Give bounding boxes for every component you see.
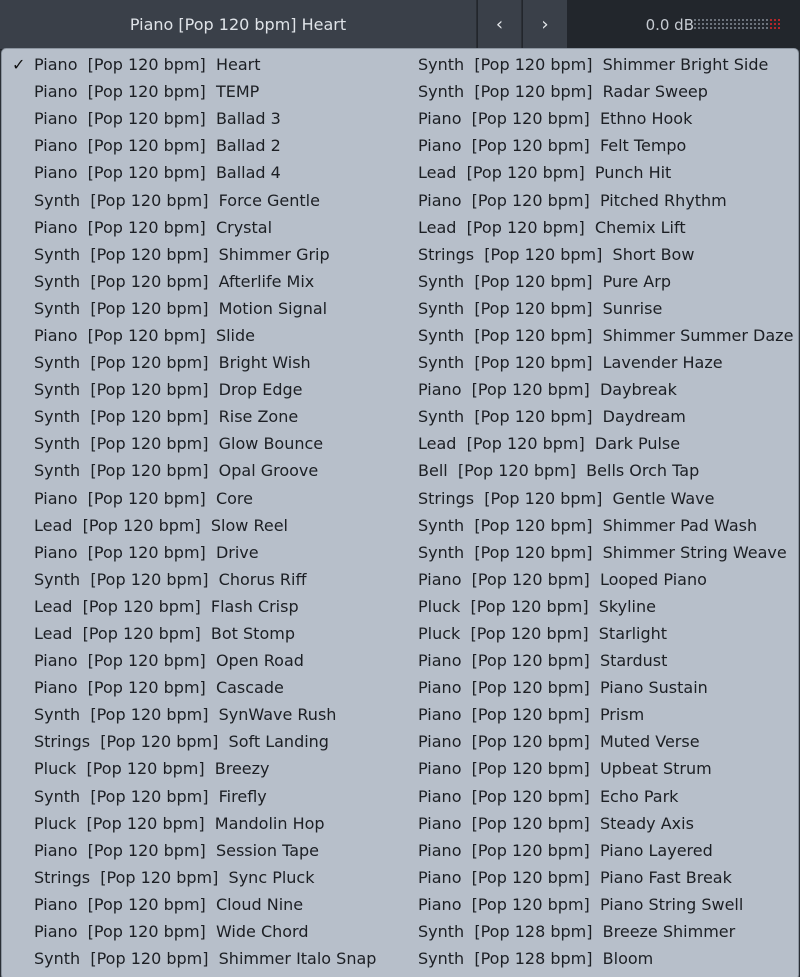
meter-segment [706, 19, 708, 21]
preset-menu-item[interactable] [418, 430, 798, 457]
preset-menu-item[interactable] [2, 430, 402, 457]
preset-menu-item[interactable] [418, 349, 798, 376]
meter-segment [750, 19, 752, 21]
preset-menu-item[interactable] [2, 512, 402, 539]
meter-segment [770, 27, 772, 29]
preset-menu-item-label: Bell [Pop 120 bpm] Bells Orch Tap [418, 461, 700, 481]
preset-menu-item-label: Piano [Pop 120 bpm] Piano Sustain [418, 678, 708, 698]
preset-menu-item[interactable] [418, 647, 798, 674]
preset-menu-item[interactable] [2, 647, 402, 674]
preset-menu-item-label: Synth [Pop 120 bpm] Shimmer Italo Snap [34, 949, 377, 969]
preset-menu-item[interactable] [418, 701, 798, 728]
meter-segment [702, 27, 704, 29]
preset-menu-item-label: Piano [Pop 120 bpm] Open Road [34, 651, 304, 671]
preset-menu-item[interactable] [418, 295, 798, 322]
preset-menu-item-label: Synth [Pop 120 bpm] Shimmer Summer Daze [418, 325, 794, 345]
preset-menu-item-label: Piano [Pop 120 bpm] Piano Layered [418, 840, 713, 860]
preset-menu-item[interactable] [418, 159, 798, 186]
preset-menu-item[interactable] [2, 945, 402, 972]
preset-toolbar [0, 0, 800, 50]
meter-segment [738, 19, 740, 21]
checkmark-icon: ✓ [12, 55, 26, 74]
preset-menu-item-label: Piano [Pop 120 bpm] Muted Verse [418, 732, 700, 752]
preset-menu-item[interactable] [2, 728, 402, 755]
gain-readout: 0.0 dB [645, 15, 694, 34]
preset-menu-item[interactable] [418, 918, 798, 945]
preset-menu-item[interactable] [2, 322, 402, 349]
preset-menu-item-label: Piano [Pop 120 bpm] Ballad 3 [34, 109, 281, 129]
preset-menu-item[interactable] [2, 593, 402, 620]
preset-menu-item-label: Synth [Pop 120 bpm] Bright Wish [34, 353, 311, 373]
meter-segment [726, 27, 728, 29]
preset-menu-item[interactable] [418, 728, 798, 755]
preset-menu-item-label: Lead [Pop 120 bpm] Bot Stomp [34, 624, 295, 644]
preset-menu-item-label: Synth [Pop 120 bpm] Chorus Riff [34, 569, 307, 589]
preset-menu-item-label: Piano [Pop 120 bpm] Felt Tempo [418, 136, 687, 156]
preset-menu-item[interactable] [2, 701, 402, 728]
current-preset-label: Piano [Pop 120 bpm] Heart [129, 15, 347, 34]
preset-menu-item[interactable] [2, 403, 402, 430]
meter-segment [774, 23, 776, 25]
meter-segment [718, 27, 720, 29]
preset-menu-item[interactable] [418, 837, 798, 864]
meter-segment [758, 19, 760, 21]
preset-menu-item-label: Synth [Pop 120 bpm] Afterlife Mix [34, 271, 315, 291]
preset-menu-item[interactable] [418, 376, 798, 403]
meter-segment [766, 27, 768, 29]
meter-segment [714, 19, 716, 21]
preset-menu-item-label: Lead [Pop 120 bpm] Punch Hit [418, 163, 672, 183]
meter-segment [706, 27, 708, 29]
meter-segment [766, 23, 768, 25]
preset-menu-item[interactable] [2, 891, 402, 918]
meter-segment [730, 19, 732, 21]
preset-menu-item[interactable] [2, 376, 402, 403]
preset-menu-item[interactable] [2, 485, 402, 512]
preset-menu-item-label: Piano [Pop 120 bpm] Ballad 4 [34, 163, 281, 183]
preset-menu-item-label: Piano [Pop 120 bpm] Core [34, 488, 253, 508]
preset-menu-item-label: Piano [Pop 120 bpm] Session Tape [34, 840, 319, 860]
preset-menu-item-label: Piano [Pop 120 bpm] Upbeat Strum [418, 759, 712, 779]
meter-segment [734, 27, 736, 29]
preset-menu-item-label: Piano [Pop 120 bpm] Heart [34, 55, 261, 75]
preset-menu-item[interactable] [2, 837, 402, 864]
preset-menu-item-label: Synth [Pop 120 bpm] Drop Edge [34, 380, 303, 400]
preset-menu-item[interactable] [2, 78, 402, 105]
meter-segment [726, 19, 728, 21]
meter-segment [706, 23, 708, 25]
preset-menu-item[interactable] [418, 105, 798, 132]
preset-menu-item-label: Piano [Pop 120 bpm] Cloud Nine [34, 894, 304, 914]
preset-menu-item[interactable] [418, 322, 798, 349]
meter-segment [750, 23, 752, 25]
preset-menu-item-label: Piano [Pop 120 bpm] Prism [418, 705, 645, 725]
meter-segment [778, 23, 780, 25]
preset-menu-item[interactable] [418, 620, 798, 647]
preset-menu-item[interactable] [418, 891, 798, 918]
meter-segment [698, 19, 700, 21]
preset-menu-item[interactable] [2, 566, 402, 593]
preset-menu-item[interactable] [2, 620, 402, 647]
meter-segment [710, 23, 712, 25]
meter-segment [746, 19, 748, 21]
meter-segment [770, 23, 772, 25]
meter-segment [754, 23, 756, 25]
meter-segment [754, 27, 756, 29]
preset-menu-item[interactable] [418, 593, 798, 620]
preset-menu-item[interactable] [2, 755, 402, 782]
preset-menu-item[interactable] [2, 241, 402, 268]
preset-menu-item[interactable] [2, 105, 402, 132]
preset-list-right-column [418, 51, 798, 972]
meter-segment [694, 19, 696, 21]
preset-menu-item-label: Piano [Pop 120 bpm] Piano String Swell [418, 894, 744, 914]
preset-menu-item[interactable] [2, 810, 402, 837]
preset-menu-item-label: Piano [Pop 120 bpm] Drive [34, 542, 259, 562]
meter-segment [710, 27, 712, 29]
meter-segment [730, 23, 732, 25]
preset-menu-item-label: Piano [Pop 120 bpm] Ballad 2 [34, 136, 281, 156]
preset-menu-item[interactable] [418, 132, 798, 159]
preset-menu-item[interactable] [2, 132, 402, 159]
preset-menu-item[interactable] [418, 186, 798, 213]
meter-segment [710, 19, 712, 21]
meter-segment [746, 23, 748, 25]
meter-segment [702, 23, 704, 25]
meter-segment [778, 19, 780, 21]
preset-menu-item[interactable] [2, 159, 402, 186]
meter-segment [742, 23, 744, 25]
preset-menu-item[interactable] [418, 864, 798, 891]
meter-segment [754, 19, 756, 21]
preset-menu-item-label: Synth [Pop 128 bpm] Breeze Shimmer [418, 922, 736, 942]
preset-selector[interactable] [0, 0, 477, 49]
preset-menu-item-label: Synth [Pop 120 bpm] Firefly [34, 786, 267, 806]
preset-menu-item-label: Synth [Pop 120 bpm] Sunrise [418, 298, 663, 318]
preset-menu-item-label: Pluck [Pop 120 bpm] Starlight [418, 624, 668, 644]
preset-menu-item-label: Piano [Pop 120 bpm] Ethno Hook [418, 109, 693, 129]
meter-segment [774, 27, 776, 29]
preset-menu-item[interactable] [2, 268, 402, 295]
preset-menu-item[interactable] [2, 783, 402, 810]
preset-menu-item-label: Piano [Pop 120 bpm] Daybreak [418, 380, 677, 400]
meter-segment [762, 23, 764, 25]
meter-segment [702, 19, 704, 21]
preset-menu-item[interactable] [418, 268, 798, 295]
meter-segment [762, 19, 764, 21]
meter-segment [698, 23, 700, 25]
preset-dropdown-menu [1, 48, 799, 977]
preset-menu-item[interactable] [418, 566, 798, 593]
meter-segment [750, 27, 752, 29]
preset-menu-item[interactable] [418, 674, 798, 701]
meter-segment [722, 23, 724, 25]
preset-menu-item[interactable] [2, 186, 402, 213]
preset-menu-item-label: Synth [Pop 120 bpm] Rise Zone [34, 407, 299, 427]
meter-segment [714, 23, 716, 25]
preset-menu-item-label: Synth [Pop 120 bpm] Shimmer Bright Side [418, 55, 769, 75]
next-preset-button[interactable] [523, 0, 567, 49]
meter-segment [694, 23, 696, 25]
preset-menu-item[interactable] [418, 539, 798, 566]
meter-segment [778, 27, 780, 29]
preset-menu-item-label: Synth [Pop 120 bpm] Pure Arp [418, 271, 671, 291]
preset-menu-item[interactable] [2, 457, 402, 484]
preset-menu-item[interactable] [418, 241, 798, 268]
preset-menu-item[interactable] [418, 214, 798, 241]
preset-menu-item-label: Synth [Pop 120 bpm] Lavender Haze [418, 353, 723, 373]
meter-segment [698, 27, 700, 29]
preset-menu-item[interactable] [2, 214, 402, 241]
preset-menu-item-label: Piano [Pop 120 bpm] Wide Chord [34, 922, 309, 942]
preset-menu-item[interactable] [418, 51, 798, 78]
meter-segment [730, 27, 732, 29]
preset-menu-item-label: Pluck [Pop 120 bpm] Skyline [418, 596, 656, 616]
preset-menu-item-label: Piano [Pop 120 bpm] TEMP [34, 82, 260, 102]
preset-menu-item[interactable] [418, 945, 798, 972]
preset-menu-item-label: Piano [Pop 120 bpm] Stardust [418, 651, 668, 671]
preset-menu-item[interactable] [2, 918, 402, 945]
preset-menu-item-label: Lead [Pop 120 bpm] Flash Crisp [34, 596, 299, 616]
meter-segment [734, 19, 736, 21]
preset-menu-item-label: Synth [Pop 120 bpm] Force Gentle [34, 190, 320, 210]
meter-segment [738, 27, 740, 29]
preset-menu-item-label: Synth [Pop 120 bpm] SynWave Rush [34, 705, 337, 725]
meter-segment [734, 23, 736, 25]
preset-menu-item[interactable] [2, 349, 402, 376]
preset-menu-item-label: Piano [Pop 120 bpm] Slide [34, 325, 255, 345]
preset-menu-item[interactable] [418, 512, 798, 539]
preset-menu-item-label: Synth [Pop 120 bpm] Opal Groove [34, 461, 319, 481]
preset-menu-item[interactable] [2, 674, 402, 701]
preset-menu-item-label: Strings [Pop 120 bpm] Sync Pluck [34, 867, 315, 887]
meter-segment [742, 19, 744, 21]
preset-menu-item-label: Strings [Pop 120 bpm] Short Bow [418, 244, 695, 264]
preset-menu-item-label: Piano [Pop 120 bpm] Piano Fast Break [418, 867, 732, 887]
preset-menu-item-label: Piano [Pop 120 bpm] Echo Park [418, 786, 679, 806]
preset-menu-item-label: Synth [Pop 120 bpm] Shimmer String Weave [418, 542, 787, 562]
preset-menu-item[interactable] [418, 783, 798, 810]
meter-segment [718, 23, 720, 25]
preset-menu-item-label: Synth [Pop 120 bpm] Shimmer Pad Wash [418, 515, 758, 535]
preset-menu-item[interactable] [418, 457, 798, 484]
preset-menu-item[interactable] [418, 755, 798, 782]
meter-segment [714, 27, 716, 29]
chevron-left-icon: ‹ [495, 14, 504, 35]
meter-segment [774, 19, 776, 21]
preset-menu-item[interactable] [2, 539, 402, 566]
meter-segment [718, 19, 720, 21]
preset-menu-item-label: Pluck [Pop 120 bpm] Mandolin Hop [34, 813, 325, 833]
meter-segment [722, 19, 724, 21]
preset-menu-item[interactable] [418, 485, 798, 512]
preset-menu-item-label: Piano [Pop 120 bpm] Cascade [34, 678, 284, 698]
preset-menu-item-label: Lead [Pop 120 bpm] Chemix Lift [418, 217, 686, 237]
preset-menu-item-label: Strings [Pop 120 bpm] Gentle Wave [418, 488, 715, 508]
preset-menu-item-label: Strings [Pop 120 bpm] Soft Landing [34, 732, 329, 752]
meter-segment [738, 23, 740, 25]
meter-segment [770, 19, 772, 21]
chevron-right-icon: › [541, 14, 549, 35]
preset-menu-item-label: Piano [Pop 120 bpm] Steady Axis [418, 813, 694, 833]
meter-segment [726, 23, 728, 25]
preset-menu-item[interactable] [418, 78, 798, 105]
meter-segment [758, 23, 760, 25]
preset-list-left-column [2, 51, 402, 972]
meter-segment [722, 27, 724, 29]
preset-menu-item[interactable] [2, 864, 402, 891]
preset-menu-item-label: Pluck [Pop 120 bpm] Breezy [34, 759, 270, 779]
preset-menu-item-label: Synth [Pop 128 bpm] Bloom [418, 949, 654, 969]
meter-segment [694, 27, 696, 29]
preset-menu-item-label: Synth [Pop 120 bpm] Radar Sweep [418, 82, 708, 102]
preset-menu-item-label: Synth [Pop 120 bpm] Shimmer Grip [34, 244, 330, 264]
meter-segment [742, 27, 744, 29]
preset-menu-item-label: Synth [Pop 120 bpm] Daydream [418, 407, 686, 427]
meter-segment [762, 27, 764, 29]
preset-menu-item-label: Piano [Pop 120 bpm] Looped Piano [418, 569, 707, 589]
level-meter [694, 19, 782, 31]
preset-menu-item[interactable] [2, 295, 402, 322]
preset-menu-item-label: Synth [Pop 120 bpm] Motion Signal [34, 298, 328, 318]
preset-menu-item[interactable] [418, 810, 798, 837]
preset-menu-item-label: Piano [Pop 120 bpm] Crystal [34, 217, 273, 237]
preset-menu-item-label: Piano [Pop 120 bpm] Pitched Rhythm [418, 190, 727, 210]
previous-preset-button[interactable] [478, 0, 522, 49]
preset-menu-item-label: Lead [Pop 120 bpm] Slow Reel [34, 515, 288, 535]
preset-menu-item[interactable] [418, 403, 798, 430]
meter-segment [746, 27, 748, 29]
meter-segment [766, 19, 768, 21]
meter-segment [758, 27, 760, 29]
preset-menu-item-label: Synth [Pop 120 bpm] Glow Bounce [34, 434, 324, 454]
preset-menu-item[interactable] [2, 51, 402, 78]
preset-menu-item-label: Lead [Pop 120 bpm] Dark Pulse [418, 434, 681, 454]
